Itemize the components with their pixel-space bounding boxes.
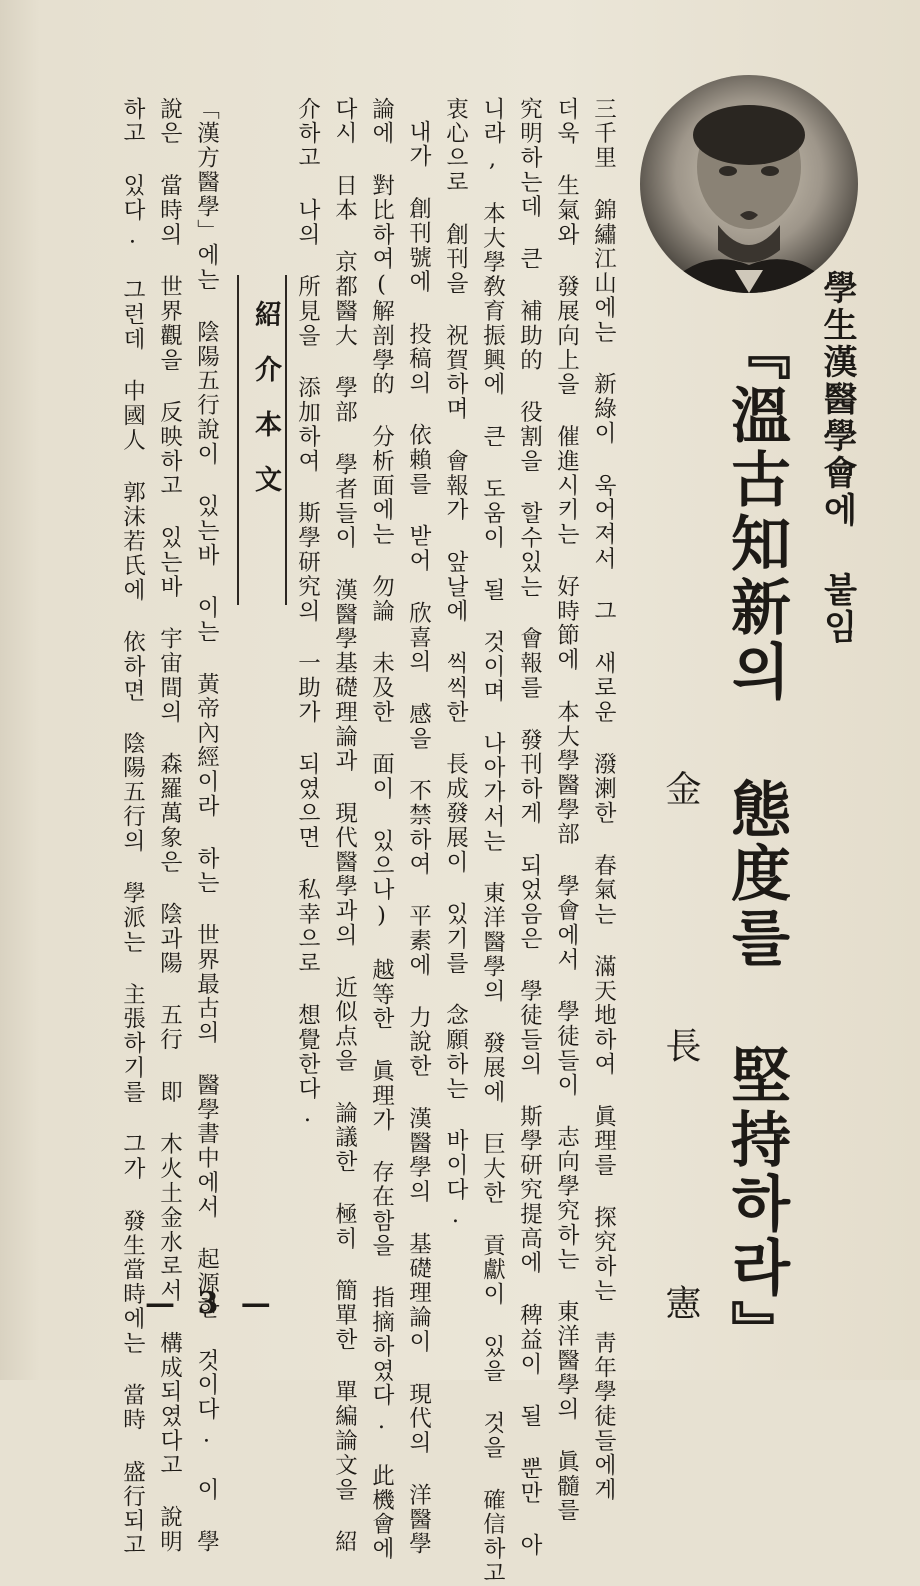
bracket-line bbox=[237, 275, 239, 605]
body-column: 介하고 나의 所見을 添加하여 斯學研究의 一助가 되였으면 私幸으로 想覺한다. bbox=[294, 97, 321, 1129]
body-column: 三千里 錦繡江山에는 新綠이 욱어져서 그 새로운 潑溂한 春氣는 滿天地하여 眞理를 探究하는 靑年學徒들에게 bbox=[590, 97, 617, 1502]
author-name: 金 長 憲 bbox=[660, 770, 701, 1410]
subtitle: 學生漢醫學會에 붙임 bbox=[817, 270, 857, 646]
body-column: 說은 當時의 世界觀을 反映하고 있는바 宇宙間의 森羅萬象은 陰과陽 五行 即 木火土金水로서 構成되였다고 說明 bbox=[156, 97, 183, 1555]
body-column: 「漢方醫學」에는 陰陽五行說이 있는바 이는 黃帝內經이라 하는 世界最古의 醫學書中에서 起源한 것이다. 이 學 bbox=[193, 97, 220, 1555]
body-column: 하고 있다. 그런데 中國人 郭沫若氏에 依하면 陰陽五行의 學派는 主張하기를 그가 發生當時에는 當時 盛行되고 bbox=[119, 97, 146, 1558]
article-title: 『溫古知新의 態度를 堅持하라』 bbox=[721, 320, 791, 1364]
section-heading: 紹介本文 bbox=[250, 300, 281, 520]
body-column: 니라, 本大學敎育振興에 큰 도움이 될 것이며 나아가서는 東洋醫學의 發展에 巨大한 貢獻이 있을 것을 確信하고 bbox=[479, 97, 506, 1586]
author-portrait bbox=[640, 75, 858, 293]
portrait-icon bbox=[640, 75, 858, 293]
body-column: 내가 創刊號에 投稿의 依賴를 받어 欣喜의 感을 不禁하여 平素에 力說한 漢醫學의 基礎理論이 現代의 洋醫學 bbox=[405, 120, 432, 1557]
bracket-line bbox=[285, 275, 287, 605]
body-column: 衷心으로 創刊을 祝賀하며 會報가 앞날에 씩씩한 長成發展이 있기를 念願하는 바이다. bbox=[442, 97, 469, 1230]
page-number: — 3 — bbox=[145, 1286, 277, 1321]
body-column: 究明하는데 큰 補助的 役割을 할수있는 會報를 發刊하게 되었음은 學徒들의 斯學研究提高에 稗益이 될 뿐만 아 bbox=[516, 97, 543, 1558]
body-column: 더욱 生氣와 發展向上을 催進시키는 好時節에 本大學醫學部 學會에서 學徒들이 志向學究하는 東洋醫學의 眞髓를 bbox=[553, 97, 580, 1523]
body-column: 다시 日本 京都醫大 學部 學者들이 漢醫學基礎理論과 現代醫學과의 近似点을 論議한 極히 簡單한 單編論文을 紹 bbox=[331, 97, 358, 1555]
body-column: 論에 對比하여(解剖學的 分析面에는 勿論 未及한 面이 있으나) 越等한 眞理가 存在함을 指摘하였다. 此機會에 bbox=[368, 97, 395, 1562]
